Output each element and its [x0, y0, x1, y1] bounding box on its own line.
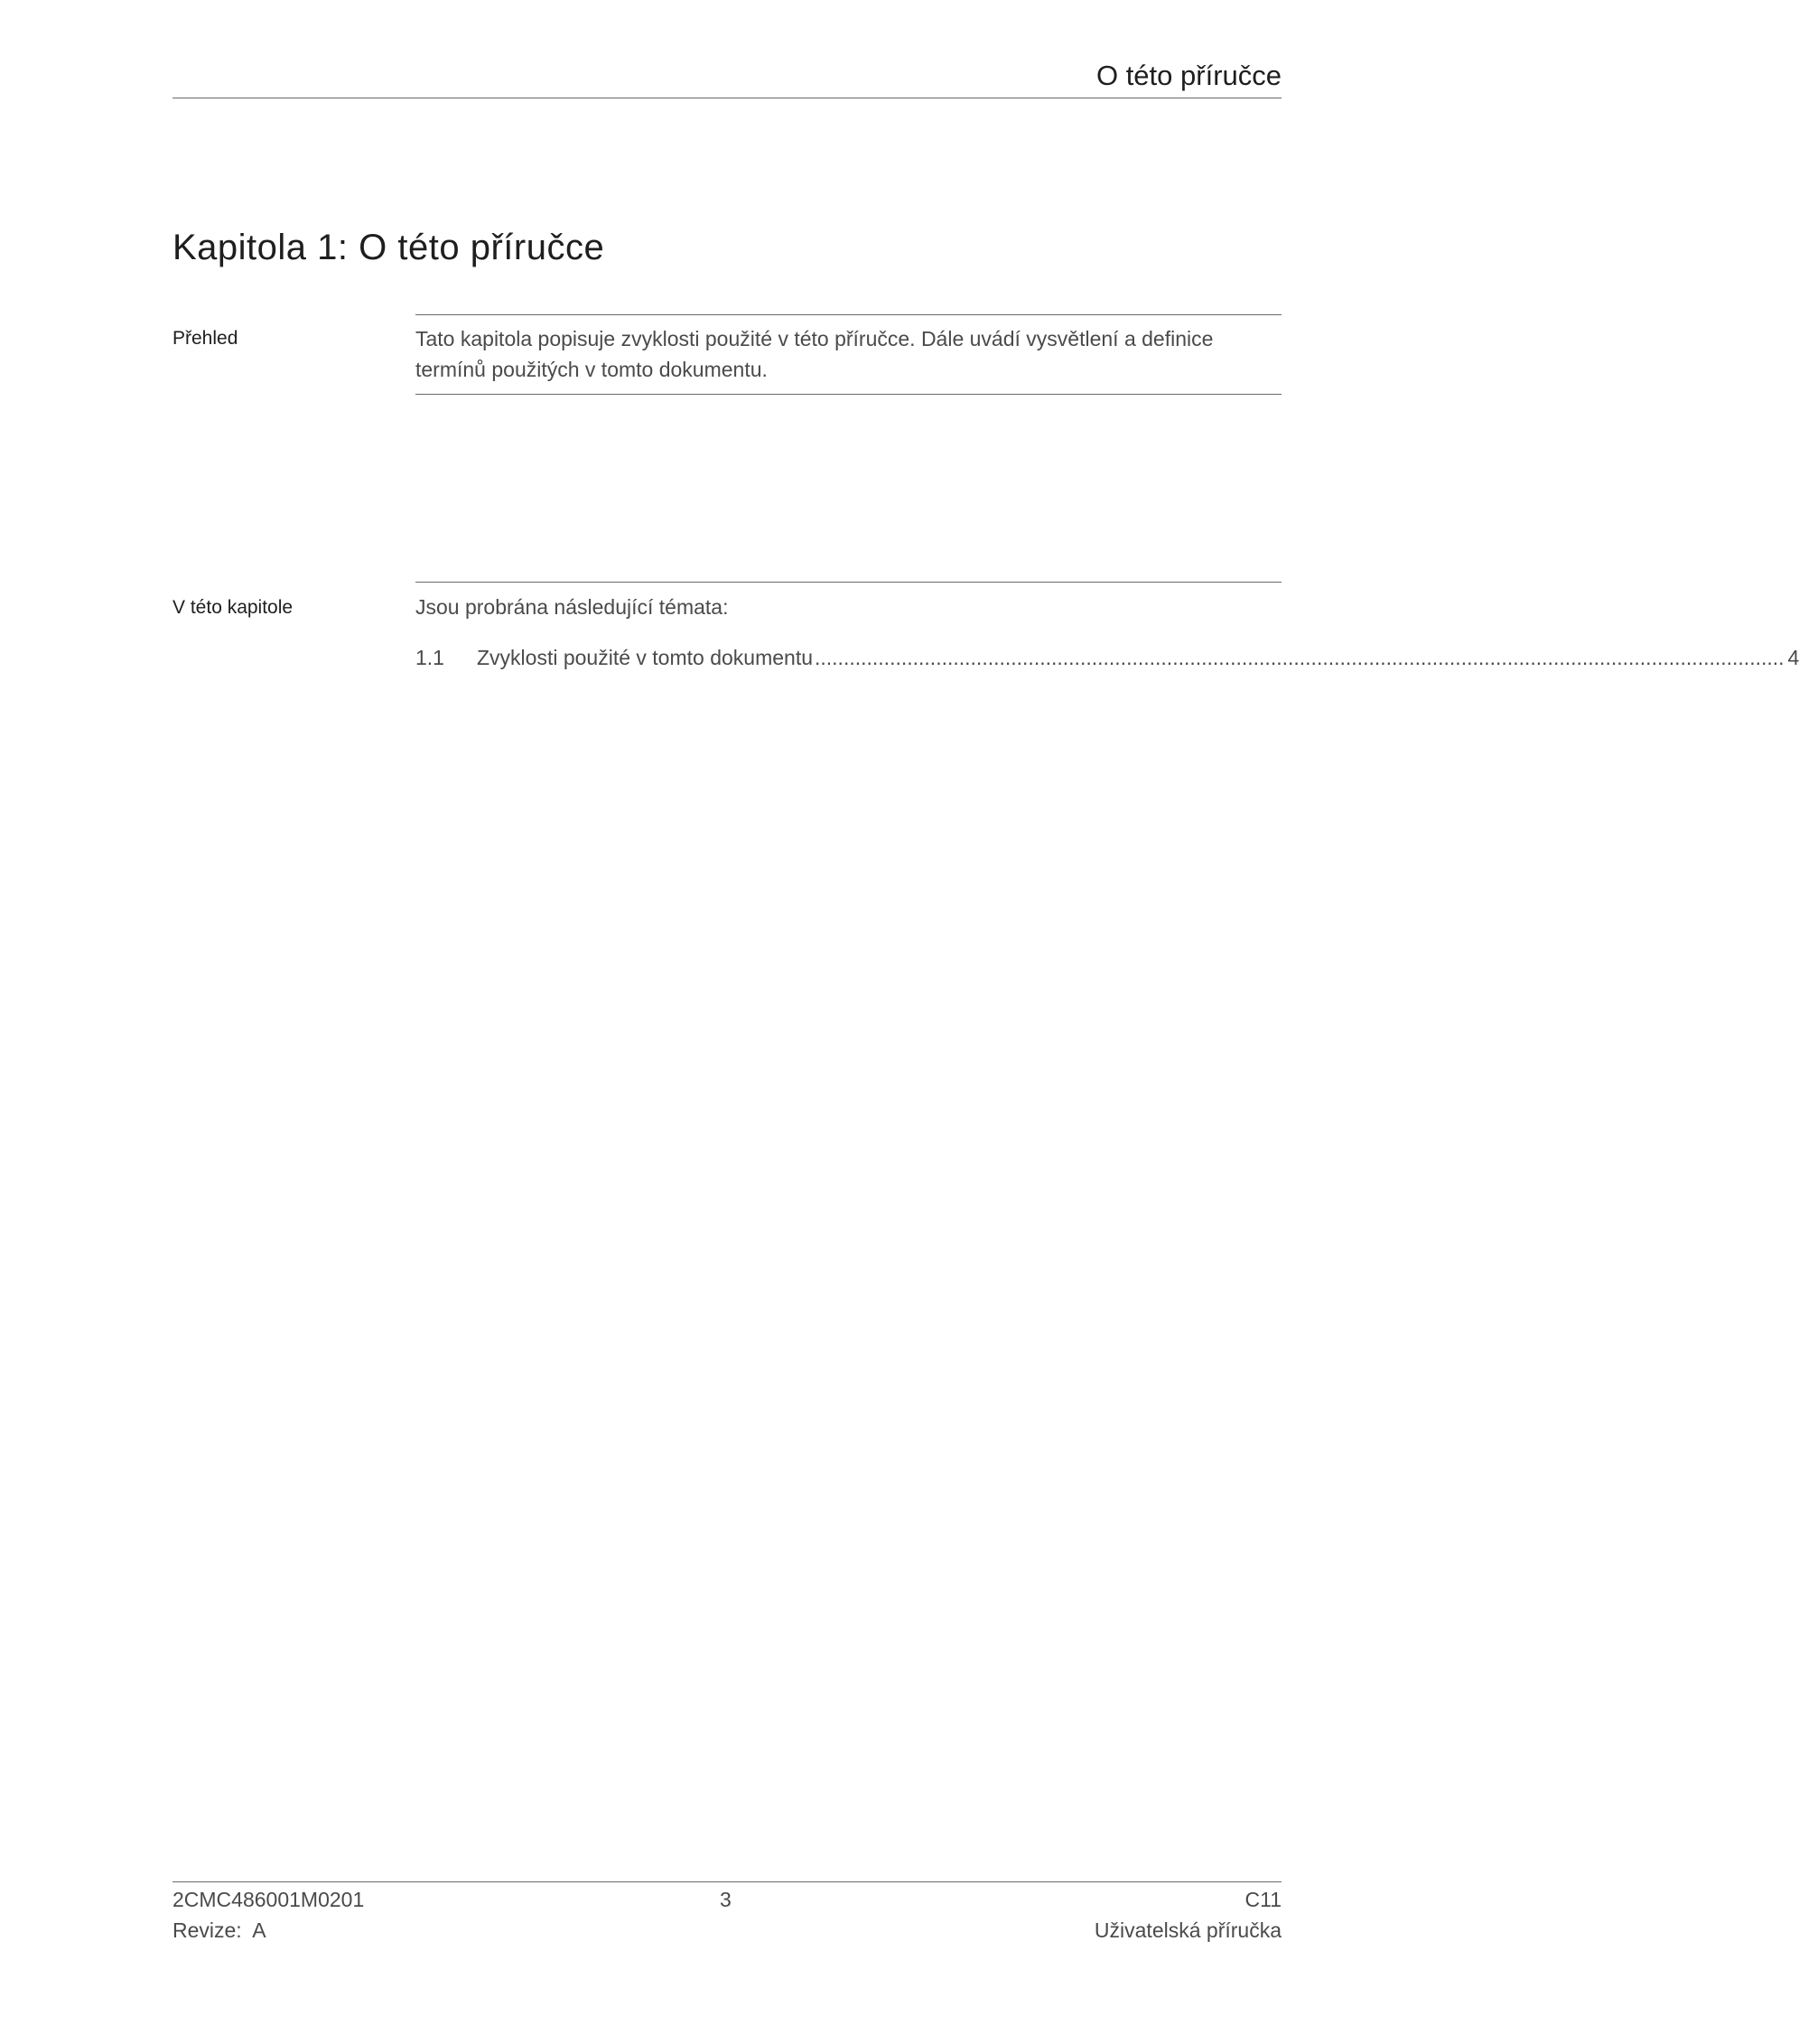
overview-bottom-rule [415, 394, 1282, 395]
footer-right [1095, 1884, 1282, 1946]
in-chapter-label: V této kapitole [172, 597, 294, 618]
footer-doc-type: Uživatelská příručka [1094, 1918, 1282, 1942]
overview-top-rule [415, 314, 1282, 315]
footer-center [720, 1884, 732, 1915]
footer-page-number: 3 [720, 1888, 732, 1911]
in-chapter-top-rule [415, 582, 1282, 583]
running-header [172, 58, 1282, 98]
toc-entry[interactable] [415, 642, 1799, 673]
overview-text: Tato kapitola popisuje zvyklosti použité v této příručce. Dále uvádí vysvětlení a definice termínů použitých v tomto dokumentu. [415, 327, 1214, 381]
toc-entry-page: 4 [1787, 646, 1799, 669]
footer-left [172, 1884, 364, 1946]
in-chapter-intro: Jsou probrána následující témata: [415, 595, 729, 619]
page-footer [172, 1881, 1282, 1947]
toc-dot-leader: ........................................................................................................................................................................ [815, 646, 1785, 669]
chapter-title: Kapitola 1: O této příručce [172, 228, 605, 267]
toc-entry-number: 1.1 [415, 646, 444, 669]
footer-product: C11 [1244, 1888, 1282, 1911]
footer-revision: Revize: A [172, 1918, 266, 1942]
overview-label: Přehled [172, 328, 238, 349]
toc-entry-title: Zvyklosti použité v tomto dokumentu [477, 646, 813, 669]
footer-doc-id: 2CMC486001M0201 [172, 1888, 365, 1911]
running-header-title: O této příručce [1095, 60, 1282, 91]
